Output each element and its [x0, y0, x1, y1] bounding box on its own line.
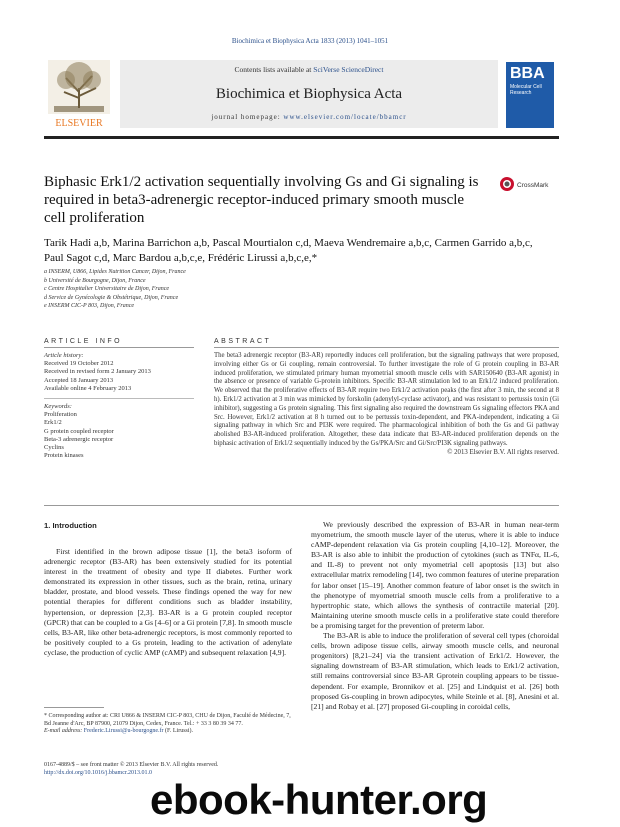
- article-title: Biphasic Erk1/2 activation sequentially involving Gs and Gi signaling is required in beta3-adrenergic receptor-induced primary smooth muscle cell proliferation: [44, 174, 479, 226]
- keyword: Cyclins: [44, 444, 64, 452]
- cover-title: BBA: [510, 65, 545, 82]
- keyword: G protein coupled receptor: [44, 427, 114, 435]
- cover-subtitle: Molecular Cell Research: [510, 84, 542, 96]
- info-divider: [44, 398, 194, 399]
- affiliation: c Centre Hospitalier Universitaire de Dijon, France: [44, 286, 170, 292]
- affiliations: [44, 268, 404, 311]
- article-info-heading: [44, 338, 122, 345]
- crossmark-badge[interactable]: [499, 176, 559, 192]
- abstract-bottom-rule: [44, 505, 559, 506]
- authors-line-1: Tarik Hadi a,b, Marina Barrichon a,b, Pascal Mourtialon c,d, Maeva Wendremaire a,b,c, Carmen Garrido a,b,c,: [44, 237, 533, 249]
- homepage-link[interactable]: www.elsevier.com/locate/bbamcr: [283, 113, 407, 121]
- paragraph: We previously described the expression of B3-AR in human near-term myometrium, the smooth muscle layer of the uterus, where it is able to induce cAMP-dependent relaxation via Gs protein coupling [4,10–12]. Moreover, the B3-AR is also able to inhibit the production of cytokines (such as TNFα, IL-6, and IL-8) to prevent not only myometrial cell apoptosis [13] but also extracellular matrix remodeling [14], two common features of uterine preparation for labor onset [15–19]. Another common feature of labor onset is the switch in the phenotype of myometrial smooth muscle cells from a proliferative to a hypertrophic state, which allows the synthesis of contractile material [20]. Maintaining uterine smooth muscle cells in a proliferative state could therefore be a promising target for the prevention of preterm labor.: [311, 520, 559, 630]
- abstract-text: The beta3 adrenergic receptor (B3-AR) reportedly induces cell proliferation, but the signaling pathways that were proposed, involving either Gs or Gi coupling, remain controversial. To further investigate the role of G protein coupling in B3-AR induced proliferation, we stimulated primary human myometrial smooth muscle cells with SAR150640 (B3-AR agonist) in the absence or presence of variable G-protein inhibitors. Specific B3-AR stimulation led to an Erk1/2 induced proliferation. We observed that the proliferative effects of B3-AR require two Erk1/2 activation peaks (the first after 3 min, the second at 8 h). Erk1/2 activation at 3 min was mimicked by forskolin (adenylyl-cyclase activator), and was resistant to pertussis toxin (Gi inhibitor), suggesting a Gs protein signaling. This first signaling also required the downstream Gs signaling effectors PKA and Src. However, Erk1/2 activation at 8 h turned out to be pertussis toxin-dependent, and PKA-independent, indicating a Gi signaling pathway in which Src and PI3K were required. The pharmacological inhibition of both the Gs and Gi pathway abolished B3-AR-induced proliferation. Altogether, these data indicate that B3-AR-induced proliferation depends on the biphasic activation of Erk1/2 sequentially induced by the Gs/PKA/Src and Gi/Src/PI3K signaling pathways.: [214, 352, 559, 447]
- journal-cover: [506, 62, 554, 128]
- history-item: Accepted 18 January 2013: [44, 376, 114, 384]
- authors-line-2: Paul Sagot c,d, Marc Bardou a,b,c,e, Frédéric Lirussi a,b,c,e,*: [44, 252, 318, 264]
- email-suffix: (F. Lirussi).: [163, 728, 194, 734]
- abstract-heading: [214, 338, 271, 345]
- email-link[interactable]: Frederic.Lirussi@u-bourgogne.fr: [83, 728, 164, 734]
- sciencedirect-link[interactable]: SciVerse ScienceDirect: [313, 65, 384, 74]
- doi-link[interactable]: http://dx.doi.org/10.1016/j.bbamcr.2013.01.0: [44, 769, 153, 776]
- paragraph: First identified in the brown adipose tissue [1], the beta3 isoform of adrenergic receptor (B3-AR) has been extensively studied for its potential interest in the treatment of obesity and type II diabetes. Further work demonstrated its expression in other tissues, such as the brain, retina, urinary bladder, prostate, and blood vessels. These findings opened the way for new potential therapies for different conditions such as bladder instability, hypertension, or depression [2,3]. B3-AR is a G protein coupled receptor (GPCR) that can be coupled to a Gs [4–6] or a Gi protein [7,8]. In smooth muscle cells, B3-AR, like other beta-adrenergic receptors, is most commonly reported to be positively coupled to a Gs protein, leading to the activation of adenylate cyclase, the production of cyclic AMP (cAMP) and subsequent relaxation [4,9].: [44, 547, 293, 657]
- article-info: [44, 352, 194, 460]
- article-info-heading-text: ARTICLE INFO: [44, 338, 123, 345]
- affiliation: e INSERM CIC-P 803, Dijon, France: [44, 303, 135, 309]
- elsevier-logo: [44, 58, 114, 130]
- body-column-right: [311, 520, 559, 712]
- keyword: Erk1/2: [44, 419, 62, 427]
- affiliation: b Université de Bourgogne, Dijon, France: [44, 277, 146, 284]
- abstract-rule: [214, 347, 559, 348]
- contents-prefix: Contents lists available at: [234, 65, 314, 74]
- journal-name: Biochimica et Biophysica Acta: [215, 86, 403, 102]
- header-rule: [44, 136, 559, 139]
- corresponding-author: * Corresponding author at: CRI U866 & INSERM CIC-P 803, CHU de Dijon, Faculté de Médecine, 7, Bd Jeanne d'Arc, BP 87900, 21079 Dijon, Cedex, France. Tel.: + 33 3 80 39 34 77.: [44, 713, 291, 727]
- front-matter: [44, 762, 292, 777]
- keyword: Protein kinases: [44, 452, 84, 460]
- history-label: Article history:: [44, 352, 84, 359]
- crossmark-label: CrossMark: [517, 182, 549, 189]
- contents-line: [120, 65, 498, 74]
- affiliation: d Service de Gynécologie & Obstétrique, Dijon, France: [44, 294, 179, 301]
- keyword: Proliferation: [44, 411, 77, 419]
- section-heading: [44, 521, 97, 536]
- crossmark-icon: [499, 176, 559, 192]
- abstract-heading-text: ABSTRACT: [214, 338, 272, 345]
- footnote: [44, 713, 292, 736]
- abstract-copyright: © 2013 Elsevier B.V. All rights reserved.: [447, 448, 559, 456]
- journal-citation[interactable]: Biochimica et Biophysica Acta 1833 (2013) 1041–1051: [231, 37, 389, 45]
- homepage-prefix: journal homepage:: [211, 113, 284, 121]
- footnote-rule: [44, 707, 104, 708]
- author-list: [44, 236, 559, 266]
- history-item: Received 19 October 2012: [44, 360, 114, 368]
- publisher-name: ELSEVIER: [55, 118, 103, 129]
- article-info-rule: [44, 347, 194, 348]
- keyword: Beta-3 adrenergic receptor: [44, 435, 114, 443]
- history-item: Received in revised form 2 January 2013: [44, 368, 151, 376]
- email-line: [44, 728, 292, 736]
- elsevier-tree-icon: [44, 58, 114, 130]
- history-item: Available online 4 February 2013: [44, 384, 132, 392]
- keywords-label: Keywords:: [44, 403, 72, 411]
- body-column-left: [44, 547, 292, 658]
- abstract: [214, 352, 559, 458]
- affiliation: a INSERM, U866, Lipides Nutrition Cancer, Dijon, France: [44, 269, 186, 275]
- section-title: 1. Introduction: [44, 521, 97, 530]
- front-matter-line: 0167-4889/$ – see front matter © 2013 Elsevier B.V. All rights reserved.: [44, 762, 219, 768]
- homepage-line: [120, 113, 498, 121]
- paragraph: The B3-AR is able to induce the proliferation of several cell types (choroidal cells, brown adipose tissue cells, airway smooth muscle cells, and neuronal progenitors) [8,21–24] via the transient activation of Erk1/2. However, the signaling downstream of B3-AR stimulation, which leads to Erk1/2 activation, still remains controversial since B3-AR Gprotein coupling appears to be tissue-dependent. For example, Bronnikov et al. [25] and Lindquist et al. [26] both proposed Gs-coupling in brown adipocytes, while Steinle et al. [8], Anesini et al. [21] and Robay et al. [27] proposed Gi-coupling in coroidal cells,: [311, 631, 559, 711]
- watermark: ebook-hunter.org: [150, 776, 488, 823]
- email-label: E-mail address:: [44, 728, 84, 734]
